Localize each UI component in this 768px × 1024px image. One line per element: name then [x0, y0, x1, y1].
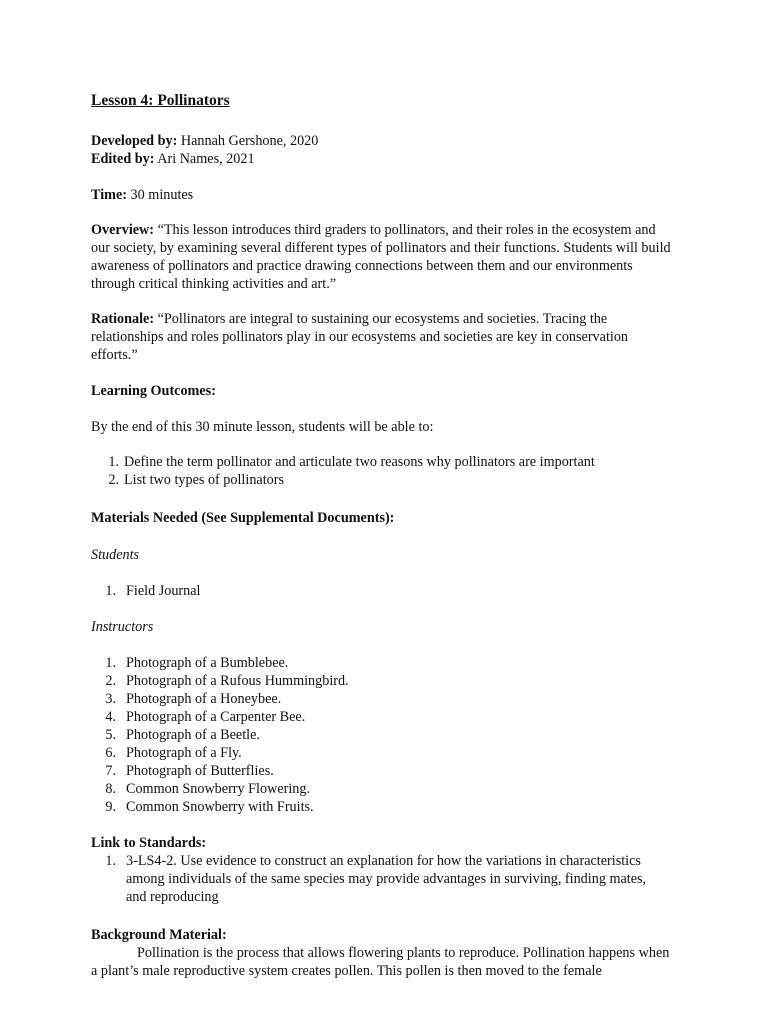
students-materials-list [91, 582, 671, 600]
list-item [91, 453, 671, 471]
list-item [91, 582, 671, 600]
list-number: 8. [105, 781, 116, 797]
edited-by-label: Edited by: [91, 151, 155, 167]
instructors-materials-list [91, 654, 671, 816]
list-item [91, 672, 671, 690]
list-text: Define the term pollinator and articulate two reasons why pollinators are important [124, 454, 595, 470]
rationale-paragraph [91, 310, 671, 364]
time-line [91, 186, 671, 204]
list-text: Photograph of a Carpenter Bee. [126, 709, 306, 725]
list-number: 6. [105, 745, 116, 761]
list-number: 1. [108, 454, 119, 470]
list-item [91, 708, 671, 726]
developed-by-value: Hannah Gershone, 2020 [177, 133, 319, 149]
list-text: Common Snowberry with Fruits. [126, 799, 314, 815]
list-item [91, 654, 671, 672]
overview-paragraph [91, 221, 671, 293]
list-item [91, 762, 671, 780]
list-text: Common Snowberry Flowering. [126, 781, 311, 797]
list-item [91, 852, 671, 906]
rationale-label: Rationale: [91, 311, 155, 327]
background-paragraph: Pollination is the process that allows flowering plants to reproduce. Pollination happens when a plant’s male reproductive system creates pollen. This pollen is then moved to the female [91, 945, 670, 979]
list-number: 1. [105, 655, 116, 671]
list-item [91, 471, 671, 489]
overview-label: Overview: [91, 222, 155, 238]
list-item [91, 798, 671, 816]
list-text: List two types of pollinators [124, 472, 284, 488]
list-number: 1. [105, 583, 116, 599]
list-item [91, 744, 671, 762]
students-label: Students [91, 547, 140, 563]
list-text: 3-LS4-2. Use evidence to construct an explanation for how the variations in characteristics among individuals of the same species may provide advantages in surviving, finding mates, and reproducing [126, 853, 647, 905]
list-text: Photograph of a Beetle. [126, 727, 260, 743]
list-number: 7. [105, 763, 116, 779]
list-item [91, 690, 671, 708]
standards-list [91, 852, 671, 906]
edited-by-value: Ari Names, 2021 [154, 151, 255, 167]
list-text: Photograph of a Honeybee. [126, 691, 282, 707]
developed-by-label: Developed by: [91, 133, 178, 149]
list-item [91, 780, 671, 798]
list-text: Photograph of a Rufous Hummingbird. [126, 673, 349, 689]
overview-text: “This lesson introduces third graders to pollinators, and their roles in the ecosystem and our society, by examining several different types of pollinators and their functions. Students will build awareness of pollinators and practice drawing connections between them and our environments through critical thinking activities and art.” [91, 222, 671, 292]
materials-heading: Materials Needed (See Supplemental Documents): [91, 510, 395, 526]
list-item [91, 726, 671, 744]
learning-outcomes-list [91, 453, 671, 489]
list-number: 3. [105, 691, 116, 707]
standards-heading: Link to Standards: [91, 835, 207, 851]
list-text: Field Journal [126, 583, 201, 599]
time-value: 30 minutes [127, 187, 194, 203]
document-page [91, 92, 671, 980]
rationale-text: “Pollinators are integral to sustaining our ecosystems and societies. Tracing the relationships and roles pollinators play in our ecosystems and societies are key in conservation efforts.” [91, 311, 629, 363]
list-number: 5. [105, 727, 116, 743]
list-text: Photograph of Butterflies. [126, 763, 274, 779]
list-text: Photograph of a Fly. [126, 745, 242, 761]
developed-by-line [91, 132, 671, 150]
edited-by-line [91, 150, 671, 168]
list-number: 4. [105, 709, 116, 725]
learning-outcomes-intro: By the end of this 30 minute lesson, students will be able to: [91, 419, 434, 435]
time-label: Time: [91, 187, 127, 203]
list-number: 2. [108, 472, 119, 488]
list-text: Photograph of a Bumblebee. [126, 655, 289, 671]
background-heading: Background Material: [91, 927, 227, 943]
list-number: 9. [105, 799, 116, 815]
instructors-label: Instructors [91, 619, 154, 635]
list-number: 1. [105, 853, 116, 869]
list-number: 2. [105, 673, 116, 689]
learning-outcomes-heading: Learning Outcomes: [91, 383, 216, 399]
lesson-title: Lesson 4: Pollinators [91, 92, 230, 109]
